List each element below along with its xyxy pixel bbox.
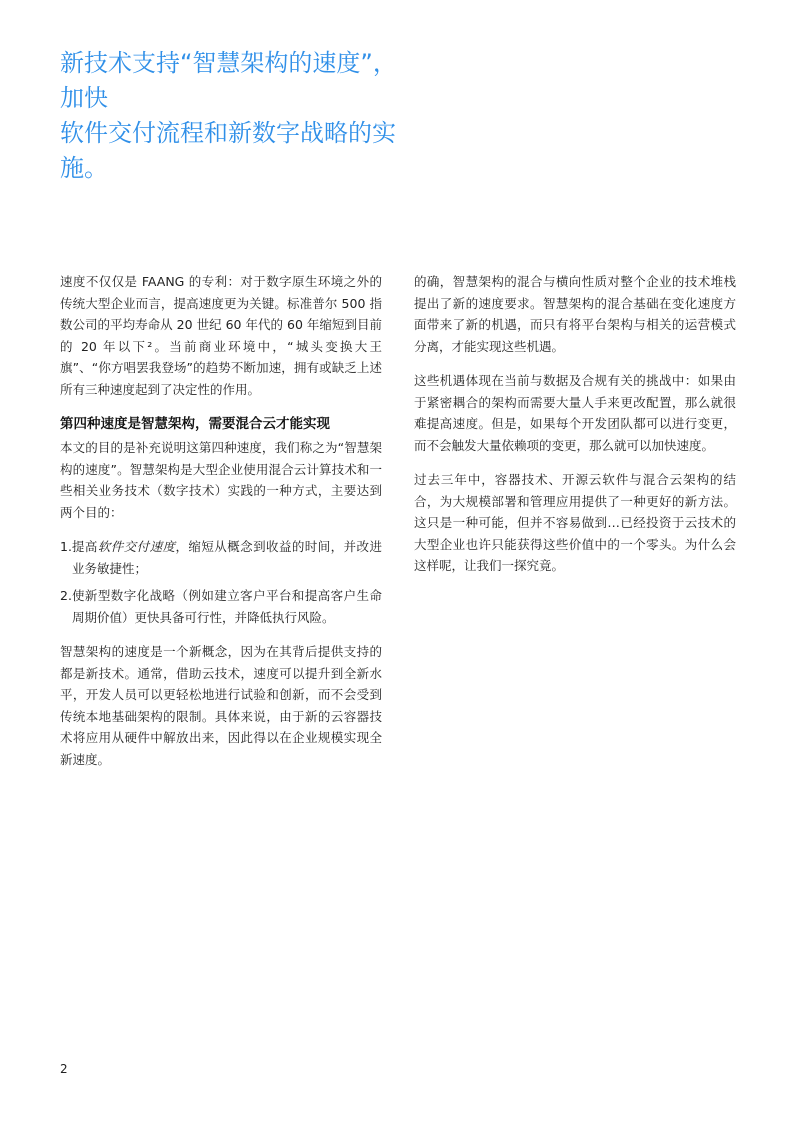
- goals-list: [60, 536, 382, 628]
- section-heading: 第四种速度是智慧架构，需要混合云才能实现: [60, 416, 330, 432]
- page-headline: [60, 46, 420, 186]
- list-item: [60, 585, 382, 628]
- list-text-pre: 使新型数字化战略（例如建立客户平台和提高客户生命周期价值）更快具备可行性，并降低执行风险。: [72, 588, 382, 625]
- list-text-pre: 提高: [72, 539, 98, 554]
- right-column: [414, 271, 736, 590]
- left-paragraph-3: 智慧架构的速度是一个新概念，因为在其背后提供支持的都是新技术。通常，借助云技术，速度可以提升到全新水平，开发人员可以更轻松地进行试验和创新，而不会受到传统本地基础架构的限制。具体来说，由于新的云容器技术将应用从硬件中解放出来，因此得以在企业规模实现全新速度。: [60, 644, 382, 767]
- left-paragraph-2: 本文的目的是补充说明这第四种速度，我们称之为“智慧架构的速度”。智慧架构是大型企业使用混合云计算技术和一些相关业务技术（数字技术）实践的一种方式，主要达到两个目的：: [60, 440, 382, 520]
- right-paragraph-1: 的确，智慧架构的混合与横向性质对整个企业的技术堆栈提出了新的速度要求。智慧架构的混合基础在变化速度方面带来了新的机遇，而只有将平台架构与相关的运营模式分离，才能实现这些机遇。: [414, 274, 736, 354]
- right-paragraph-3: 过去三年中，容器技术、开源云软件与混合云架构的结合，为大规模部署和管理应用提供了一种更好的新方法。这只是一种可能，但并不容易做到…已经投资于云技术的大型企业也许只能获得这些价值中的一个零头。为什么会这样呢，让我们一探究竟。: [414, 472, 736, 573]
- list-number: 1.: [60, 539, 72, 554]
- list-text-italic: 软件交付速度: [97, 539, 176, 554]
- left-paragraph-1: 速度不仅仅是 FAANG 的专利：对于数字原生环境之外的传统大型企业而言，提高速度更为关键。标准普尔 500 指数公司的平均寿命从 20 世纪 60 年代的 60 年缩短到目前的 20 年以下²。当前商业环境中，“城头变换大王旗”、“你方唱罢我登场”的趋势不断加速，拥有或缺乏上述所有三种速度起到了决定性的作用。: [60, 274, 382, 397]
- list-number: 2.: [60, 588, 72, 603]
- right-paragraph-2: 这些机遇体现在当前与数据及合规有关的挑战中：如果由于紧密耦合的架构而需要大量人手来更改配置，那么就很难提高速度。但是，如果每个开发团队都可以进行变更，而不会触发大量依赖项的变更，那么就可以加快速度。: [414, 373, 736, 453]
- headline-line-1: 新技术支持“智慧架构的速度”，加快: [60, 49, 397, 112]
- left-column: [60, 271, 382, 783]
- list-text-post: ，缩短从概念到收益的时间，并改进业务敏捷性；: [72, 539, 382, 576]
- page-number: 2: [60, 1062, 68, 1076]
- headline-line-2: 软件交付流程和新数字战略的实施。: [60, 119, 396, 182]
- list-item: [60, 536, 382, 579]
